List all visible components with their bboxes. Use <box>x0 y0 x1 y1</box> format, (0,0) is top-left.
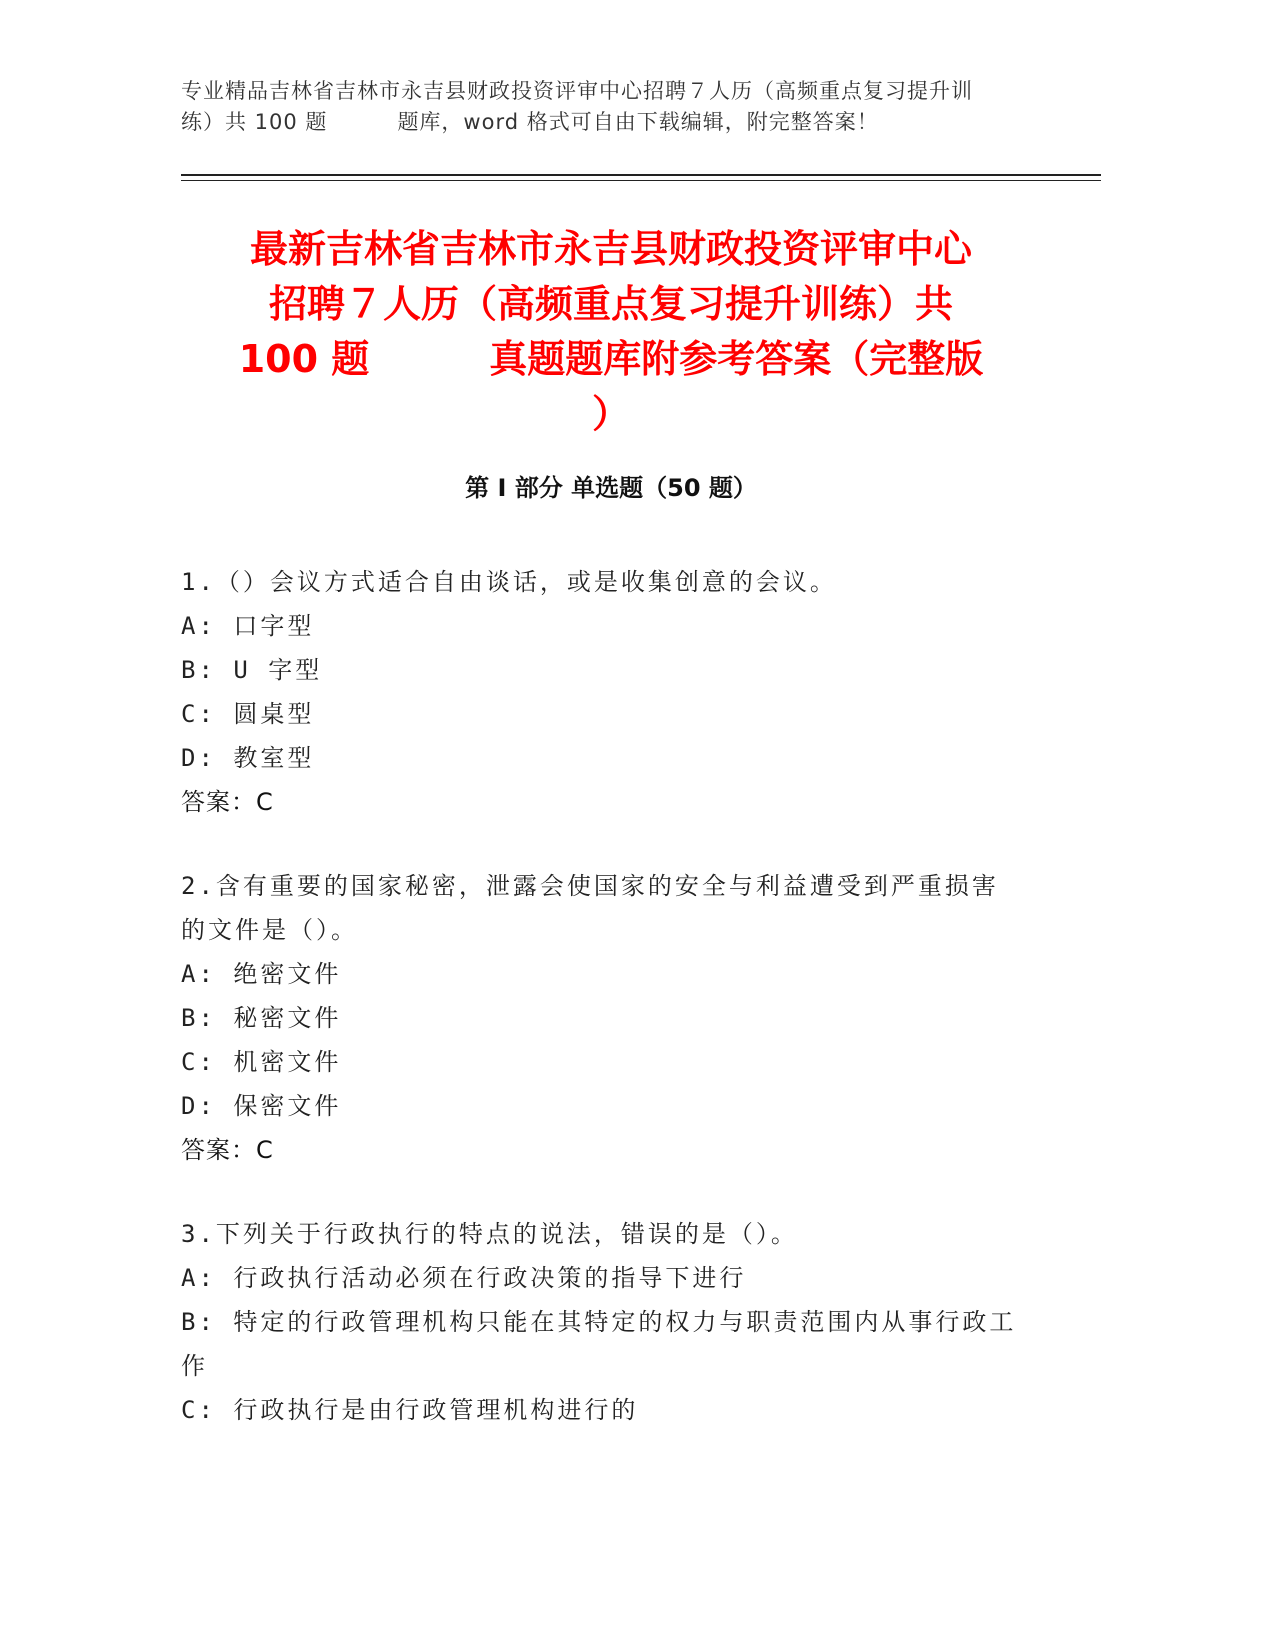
header-rule-thick <box>181 174 1101 176</box>
option-a: A: 行政执行活动必须在行政决策的指导下进行 <box>181 1264 747 1292</box>
option-b: B: 特定的行政管理机构只能在其特定的权力与职责范围内从事行政工 作 <box>181 1308 1017 1380</box>
option-d: D: 教室型 <box>181 744 315 772</box>
title-line-3a: 100 题 <box>238 337 370 381</box>
question-2 <box>181 864 1041 1172</box>
header-line-1: 专业精品吉林省吉林市永吉县财政投资评审中心招聘７人历（高频重点复习提升训 <box>181 79 973 103</box>
option-c: C: 机密文件 <box>181 1048 342 1076</box>
option-a: A: 口字型 <box>181 612 315 640</box>
section-title: 第 I 部分 单选题（50 题） <box>465 474 757 502</box>
question-list <box>181 560 1041 1472</box>
answer: 答案：C <box>181 788 274 816</box>
question-stem: 1.（）会议方式适合自由谈话，或是收集创意的会议。 <box>181 568 837 596</box>
title-line-2: 招聘７人历（高频重点复习提升训练）共 <box>268 282 953 326</box>
option-b: B: 秘密文件 <box>181 1004 342 1032</box>
header-line-2b: 题库，word 格式可自由下载编辑，附完整答案！ <box>397 110 879 134</box>
question-3 <box>181 1212 1041 1432</box>
question-stem: 2.含有重要的国家秘密，泄露会使国家的安全与利益遭受到严重损害 <box>181 872 999 900</box>
title-line-1: 最新吉林省吉林市永吉县财政投资评审中心 <box>249 227 972 271</box>
header-line-2a: 练）共 100 题 <box>181 110 328 134</box>
title-line-4: ） <box>591 392 630 436</box>
question-stem: 3.下列关于行政执行的特点的说法，错误的是（）。 <box>181 1220 798 1248</box>
option-b: B: U 字型 <box>181 656 323 684</box>
header-note <box>181 76 1081 138</box>
header-line-2 <box>181 107 1081 138</box>
document-title <box>181 222 1041 442</box>
option-a: A: 绝密文件 <box>181 960 342 988</box>
header-rule-thin <box>181 180 1101 181</box>
option-d: D: 保密文件 <box>181 1092 342 1120</box>
option-c: C: 行政执行是由行政管理机构进行的 <box>181 1396 639 1424</box>
question-1 <box>181 560 1041 824</box>
title-line-3 <box>181 332 1041 387</box>
title-line-3b: 真题题库附参考答案（完整版 <box>489 337 984 381</box>
question-stem-cont: 的文件是（）。 <box>181 916 358 944</box>
option-c: C: 圆桌型 <box>181 700 315 728</box>
answer: 答案：C <box>181 1136 274 1164</box>
